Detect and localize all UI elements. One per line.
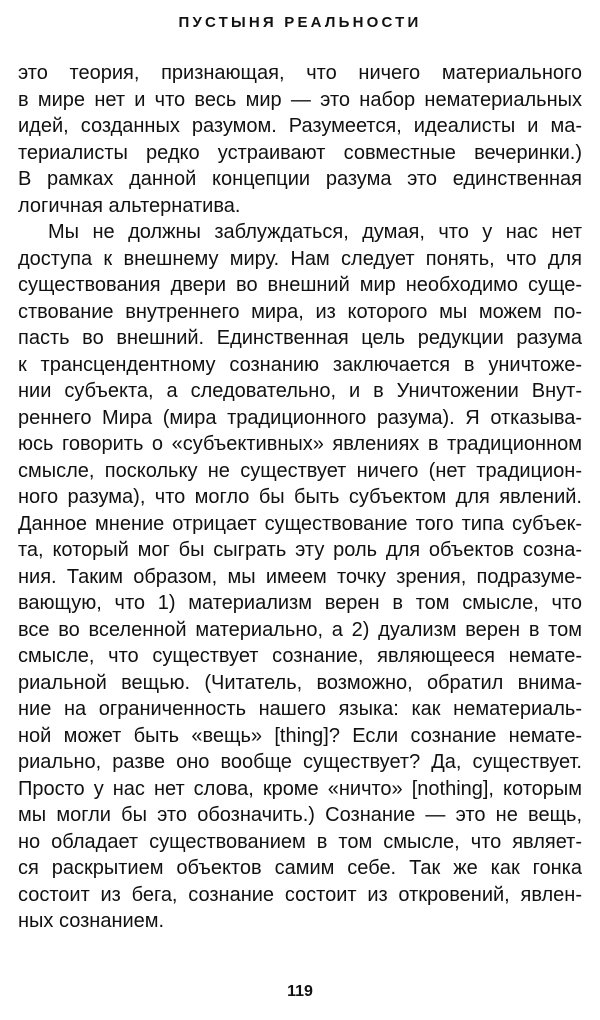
text-line: реннего Мира (мира традиционного разума). Я отказыва-: [18, 406, 582, 429]
text-line: риальной вещью. (Читатель, возможно, обратил внима-: [18, 671, 582, 694]
text-line: существования двери во внешний мир необходимо суще-: [18, 274, 582, 296]
text-line: та, который мог бы сыграть эту роль для объектов созна-: [18, 539, 582, 561]
text-line: ной может быть «вещь» [thing]? Если сознание немате-: [18, 724, 582, 747]
text-line: нии субъекта, а следовательно, и в Уничтожении Внут-: [18, 380, 582, 402]
text-line: в мире нет и что весь мир — это набор нематериальных: [18, 88, 582, 111]
text-line: В рамках данной концепции разума это единственная: [18, 168, 582, 190]
text-line: но обладает существованием в том смысле, что являет-: [18, 830, 582, 853]
text-line: ся раскрытием объектов самим себе. Так же как гонка: [18, 857, 582, 879]
text-line: пасть во внешний. Единственная цель редукции разума: [18, 327, 582, 349]
text-line: ных сознанием.: [18, 910, 165, 932]
text-line: мы могли бы это обозначить.) Сознание — это не вещь,: [18, 804, 582, 826]
text-line: Просто у нас нет слова, кроме «ничто» [nothing], которым: [18, 777, 582, 800]
text-line: риально, разве оно вообще существует? Да, существует.: [18, 751, 582, 773]
text-line: смысле, что существует сознание, являющееся немате-: [18, 645, 582, 667]
text-line: Мы не должны заблуждаться, думая, что у нас нет: [48, 221, 582, 243]
text-line: ния. Таким образом, мы имеем точку зрения, подразуме-: [18, 565, 582, 588]
text-line: ние на ограниченность нашего языка: как нематериаль-: [18, 698, 582, 720]
text-line: идей, созданных разумом. Разумеется, идеалисты и ма-: [18, 115, 582, 137]
running-header: ПУСТЫНЯ РЕАЛЬНОСТИ: [178, 14, 422, 31]
text-line: состоит из бега, сознание состоит из откровений, явлен-: [18, 883, 582, 906]
text-line: к трансцендентному сознанию заключается в уничтоже-: [18, 353, 582, 376]
text-line: юсь говорить о «субъективных» явлениях в традиционном: [18, 433, 582, 455]
page-number: 119: [287, 983, 313, 1000]
text-line: Данное мнение отрицает существование того типа субъек-: [18, 512, 582, 535]
text-line: териалисты редко устраивают совместные вечеринки.): [18, 141, 582, 164]
text-line: вающую, что 1) материализм верен в том смысле, что: [18, 592, 582, 614]
text-line: ствование внутреннего мира, из которого мы можем по-: [18, 300, 582, 323]
text-line: это теория, признающая, что ничего материального: [18, 62, 582, 84]
text-line: доступа к внешнему миру. Нам следует понять, что для: [18, 247, 582, 270]
text-line: все во вселенной материально, а 2) дуализм верен в том: [18, 618, 582, 641]
text-line: ного разума), что могло бы быть субъектом для явлений.: [18, 486, 582, 508]
text-line: логичная альтернатива.: [18, 194, 241, 217]
text-line: смысле, поскольку не существует ничего (нет традицион-: [18, 459, 582, 482]
body-text: [18, 60, 582, 935]
